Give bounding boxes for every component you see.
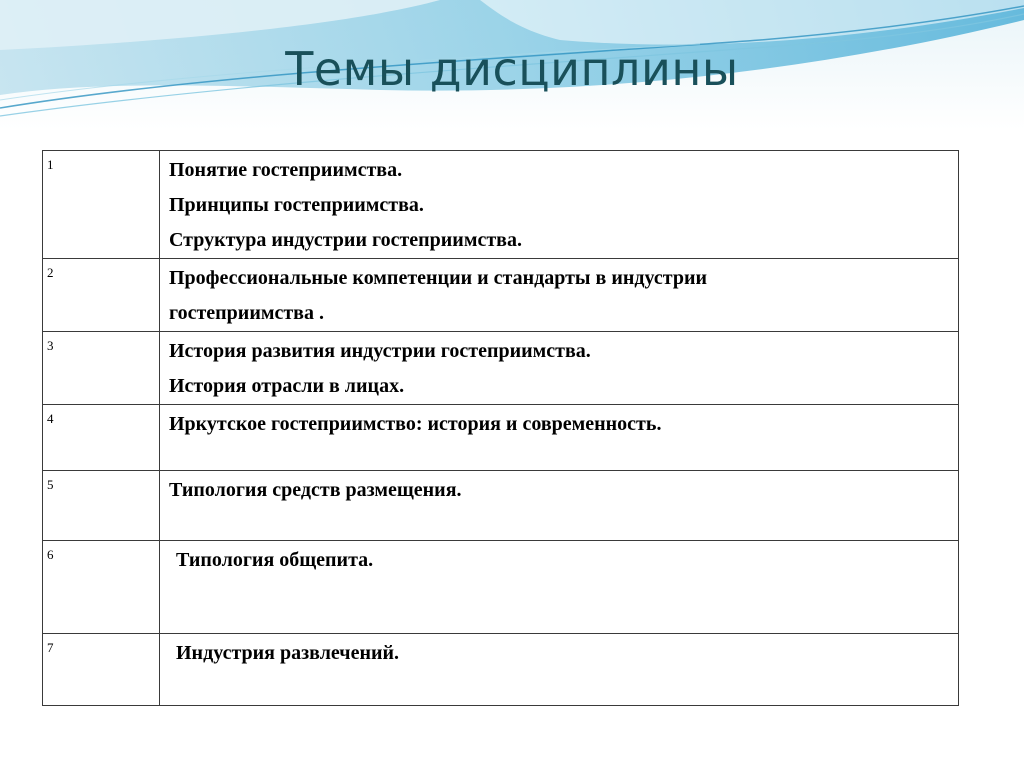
row-number: 4 — [43, 405, 160, 471]
topic-line: Иркутское гостеприимство: история и современность. — [169, 413, 662, 435]
topic-cell — [160, 405, 959, 471]
slide-title: Темы дисциплины — [285, 42, 739, 96]
topic-cell — [160, 541, 959, 634]
topic-cell — [160, 259, 959, 332]
table-row — [43, 332, 959, 405]
topic-line: История отрасли в лицах. — [169, 375, 405, 397]
row-number: 5 — [43, 471, 160, 541]
topic-line: Понятие гостеприимства. — [169, 159, 403, 181]
table-row — [43, 259, 959, 332]
table-row — [43, 151, 959, 259]
topic-cell — [160, 634, 959, 706]
topic-line: Структура индустрии гостеприимства. — [169, 229, 522, 251]
topic-line: Профессиональные компетенции и стандарты в индустрии — [169, 267, 707, 289]
topic-cell — [160, 471, 959, 541]
topic-line: Принципы гостеприимства. — [169, 194, 424, 216]
topic-line: Типология средств размещения. — [169, 479, 462, 501]
topic-cell — [160, 151, 959, 259]
row-number: 6 — [43, 541, 160, 634]
table-row — [43, 541, 959, 634]
topic-line: Типология общепита. — [176, 549, 374, 571]
table-row — [43, 471, 959, 541]
topic-line: История развития индустрии гостеприимства. — [169, 340, 591, 362]
topic-cell — [160, 332, 959, 405]
table-row — [43, 405, 959, 471]
row-number: 3 — [43, 332, 160, 405]
topic-line: гостеприимства . — [169, 302, 324, 324]
table-row — [43, 634, 959, 706]
topic-line: Индустрия развлечений. — [176, 642, 400, 664]
row-number: 2 — [43, 259, 160, 332]
row-number: 7 — [43, 634, 160, 706]
topics-table — [42, 150, 959, 706]
row-number: 1 — [43, 151, 160, 259]
